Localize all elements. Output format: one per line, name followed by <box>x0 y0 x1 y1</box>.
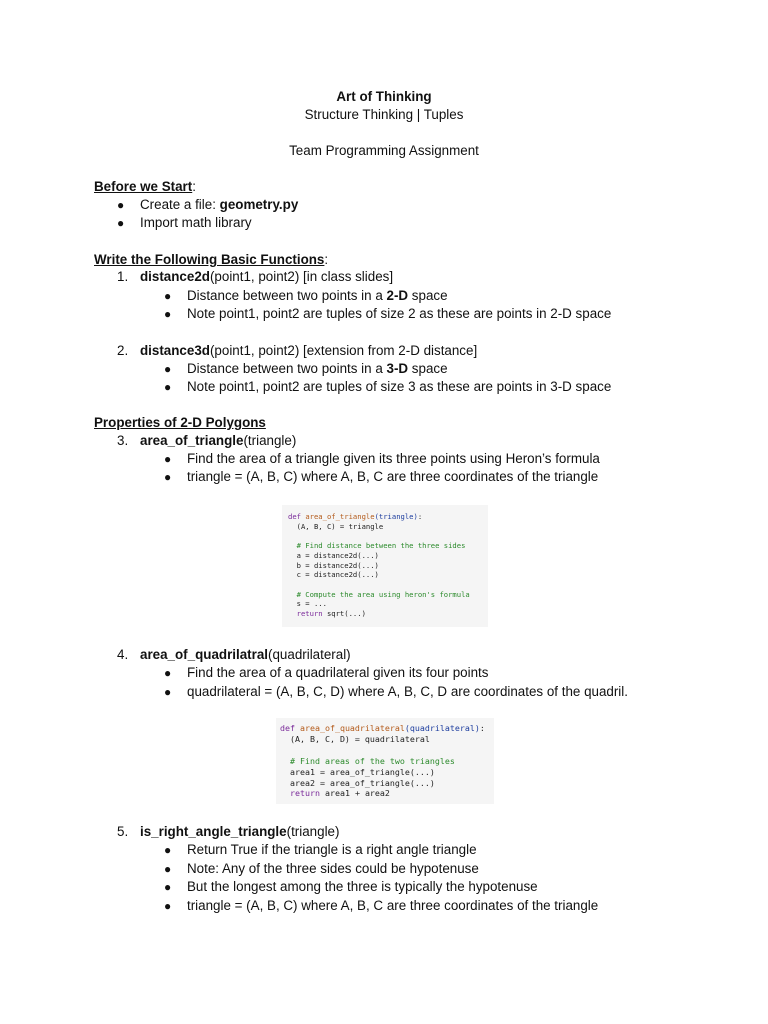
function-distance2d: distance2d(point1, point2) [in class slides] <box>140 269 394 284</box>
bullet-icon: ● <box>164 362 172 376</box>
before-start-heading: Before we Start: <box>94 179 196 194</box>
page-subtitle: Structure Thinking | Tuples <box>304 107 464 122</box>
bullet-icon: ● <box>164 899 172 913</box>
function-area-of-quadrilatral: area_of_quadrilatral(quadrilateral) <box>140 647 351 662</box>
function-number: 5. <box>117 824 129 839</box>
list-item: Distance between two points in a 3-D space <box>187 361 448 376</box>
function-distance3d: distance3d(point1, point2) [extension from 2-D distance] <box>140 343 478 358</box>
list-item: Distance between two points in a 2-D space <box>187 288 448 303</box>
list-item: Create a file: geometry.py <box>140 197 299 212</box>
bullet-icon: ● <box>117 216 125 230</box>
polygons-heading: Properties of 2-D Polygons <box>94 415 266 430</box>
code-snippet-triangle: def area_of_triangle(triangle): (A, B, C) = triangle # Find distance between the three sides a = distance2d(...) b = distance2d(...) c = distance2d(...) # Compute the area using heron's formula s = ... return sqrt(...) <box>282 505 488 627</box>
function-number: 4. <box>117 647 129 662</box>
function-number: 3. <box>117 433 129 448</box>
list-item: Import math library <box>140 215 252 230</box>
function-area-of-triangle: area_of_triangle(triangle) <box>140 433 297 448</box>
bullet-icon: ● <box>164 307 172 321</box>
list-item: Find the area of a triangle given its three points using Heron’s formula <box>187 451 600 466</box>
bullet-icon: ● <box>164 452 172 466</box>
list-item: Note point1, point2 are tuples of size 3 as these are points in 3-D space <box>187 379 612 394</box>
bullet-icon: ● <box>164 666 172 680</box>
bullet-icon: ● <box>117 198 125 212</box>
bullet-icon: ● <box>164 289 172 303</box>
list-item: But the longest among the three is typically the hypotenuse <box>187 879 538 894</box>
bullet-icon: ● <box>164 685 172 699</box>
list-item: Note point1, point2 are tuples of size 2 as these are points in 2-D space <box>187 306 612 321</box>
bullet-icon: ● <box>164 880 172 894</box>
list-item: triangle = (A, B, C) where A, B, C are three coordinates of the triangle <box>187 469 599 484</box>
bullet-icon: ● <box>164 470 172 484</box>
bullet-icon: ● <box>164 380 172 394</box>
function-number: 2. <box>117 343 129 358</box>
bullet-icon: ● <box>164 862 172 876</box>
function-number: 1. <box>117 269 129 284</box>
code-snippet-quadrilateral: def area_of_quadrilateral(quadrilateral): (A, B, C, D) = quadrilateral # Find areas of the two triangles area1 = area_of_triangle(...) area2 = area_of_triangle(...) return area1 + area2 <box>276 718 494 804</box>
function-is-right-angle-triangle: is_right_angle_triangle(triangle) <box>140 824 340 839</box>
list-item: Return True if the triangle is a right angle triangle <box>187 842 477 857</box>
list-item: Note: Any of the three sides could be hypotenuse <box>187 861 479 876</box>
page-title: Art of Thinking <box>336 89 432 104</box>
list-item: triangle = (A, B, C) where A, B, C are three coordinates of the triangle <box>187 898 599 913</box>
basic-functions-heading: Write the Following Basic Functions: <box>94 252 329 267</box>
assignment-label: Team Programming Assignment <box>289 143 479 158</box>
bullet-icon: ● <box>164 843 172 857</box>
list-item: quadrilateral = (A, B, C, D) where A, B, C, D are coordinates of the quadril. <box>187 684 628 699</box>
list-item: Find the area of a quadrilateral given its four points <box>187 665 489 680</box>
